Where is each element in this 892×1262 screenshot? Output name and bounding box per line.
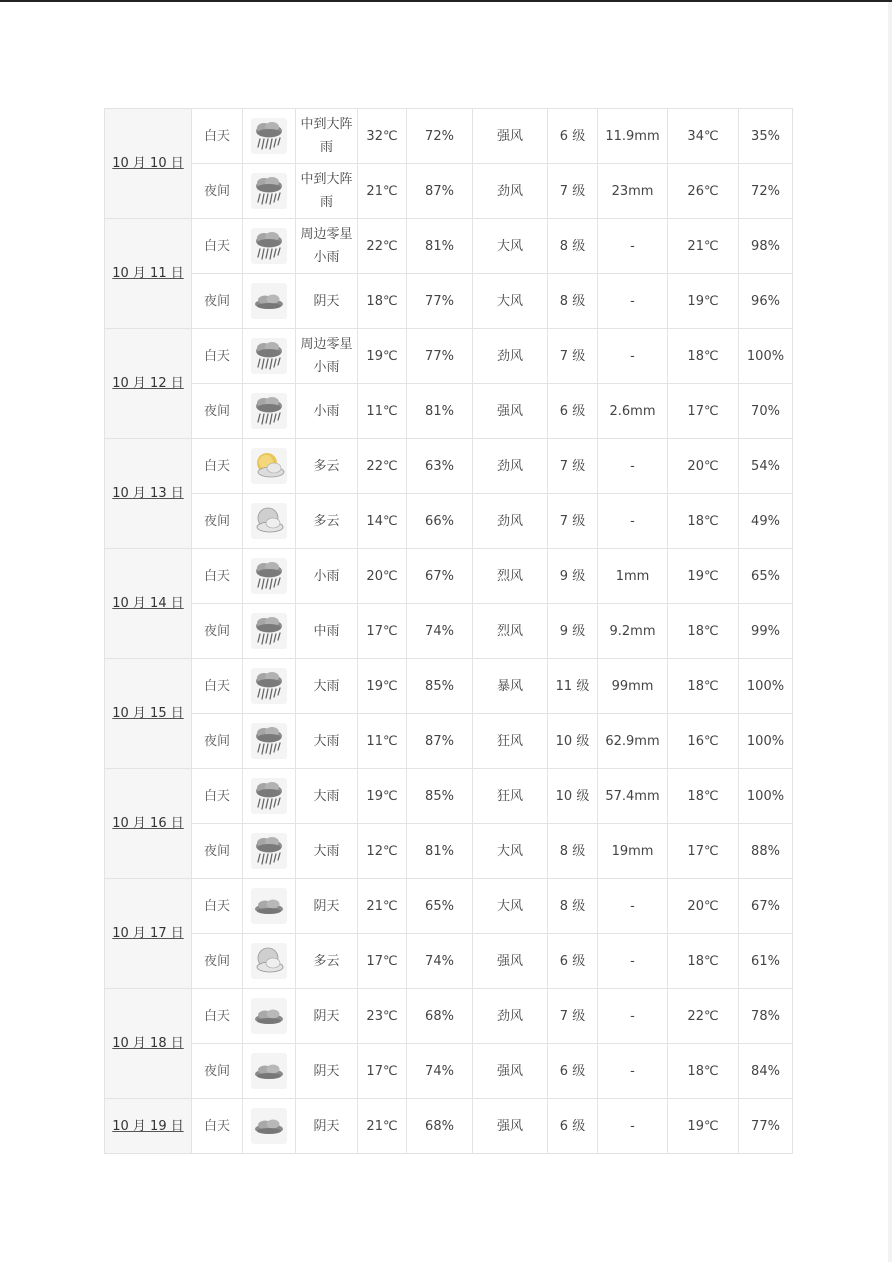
temperature-cell: 21℃ [358,879,407,934]
overcast-icon [251,1064,287,1079]
temperature-cell: 12℃ [358,824,407,879]
wind-level-cell: 8 级 [548,879,598,934]
wind-level-cell: 8 级 [548,274,598,329]
rain-icon [251,789,287,804]
partly-cloudy-day-icon [251,459,287,474]
feels-like-cell: 22℃ [668,989,739,1044]
wind-level-cell: 6 级 [548,934,598,989]
overcast-icon [251,899,287,914]
condition-cell: 中到大阵雨 [296,164,358,219]
date-cell [105,659,192,769]
humidity-cell: 72% [407,109,473,164]
probability-cell: 61% [739,934,793,989]
condition-cell: 多云 [296,494,358,549]
date-cell [105,989,192,1099]
precipitation-cell: - [598,934,668,989]
feels-like-cell: 20℃ [668,879,739,934]
wind-level-cell: 9 级 [548,604,598,659]
feels-like-cell: 17℃ [668,824,739,879]
precipitation-cell: 62.9mm [598,714,668,769]
probability-cell: 100% [739,659,793,714]
precipitation-cell: 19mm [598,824,668,879]
temperature-cell: 14℃ [358,494,407,549]
date-label: 10 月 13 日 [112,486,184,501]
precipitation-cell: - [598,439,668,494]
probability-cell: 54% [739,439,793,494]
wind-level-cell: 7 级 [548,329,598,384]
date-label: 10 月 18 日 [112,1036,184,1051]
humidity-cell: 63% [407,439,473,494]
probability-cell: 99% [739,604,793,659]
probability-cell: 96% [739,274,793,329]
temperature-cell: 19℃ [358,329,407,384]
wind-level-cell: 11 级 [548,659,598,714]
condition-cell: 小雨 [296,549,358,604]
humidity-cell: 68% [407,989,473,1044]
period-cell: 夜间 [192,1044,243,1099]
precipitation-cell: - [598,1099,668,1154]
probability-cell: 78% [739,989,793,1044]
temperature-cell: 19℃ [358,769,407,824]
table-row [105,494,793,549]
precipitation-cell: 2.6mm [598,384,668,439]
table-row [105,274,793,329]
weather-icon-cell [243,494,296,549]
period-cell: 白天 [192,769,243,824]
precipitation-cell: - [598,219,668,274]
humidity-cell: 74% [407,934,473,989]
precipitation-cell: - [598,989,668,1044]
partly-cloudy-night-icon [251,954,287,969]
wind-level-cell: 8 级 [548,219,598,274]
humidity-cell: 81% [407,824,473,879]
weather-icon-cell [243,549,296,604]
wind-level-cell: 7 级 [548,494,598,549]
temperature-cell: 22℃ [358,439,407,494]
temperature-cell: 32℃ [358,109,407,164]
wind-cell: 烈风 [473,549,548,604]
precipitation-cell: 1mm [598,549,668,604]
precipitation-cell: 11.9mm [598,109,668,164]
date-cell [105,549,192,659]
date-label: 10 月 19 日 [112,1118,184,1134]
feels-like-cell: 18℃ [668,494,739,549]
wind-cell: 劲风 [473,329,548,384]
wind-cell: 强风 [473,1099,548,1154]
wind-level-cell: 7 级 [548,989,598,1044]
feels-like-cell: 18℃ [668,769,739,824]
precipitation-cell: 23mm [598,164,668,219]
feels-like-cell: 20℃ [668,439,739,494]
humidity-cell: 81% [407,384,473,439]
temperature-cell: 11℃ [358,714,407,769]
partly-cloudy-night-icon [251,514,287,529]
condition-cell: 大雨 [296,714,358,769]
probability-cell: 84% [739,1044,793,1099]
period-cell: 夜间 [192,934,243,989]
weather-icon-cell [243,1044,296,1099]
overcast-icon [251,1009,287,1024]
weather-icon-cell [243,219,296,274]
weather-icon-cell [243,879,296,934]
weather-icon-cell [243,604,296,659]
probability-cell: 35% [739,109,793,164]
condition-cell: 阴天 [296,1044,358,1099]
probability-cell: 100% [739,769,793,824]
date-cell [105,329,192,439]
temperature-cell: 17℃ [358,1044,407,1099]
period-cell: 夜间 [192,824,243,879]
weather-icon-cell [243,989,296,1044]
probability-cell: 98% [739,219,793,274]
wind-level-cell: 10 级 [548,769,598,824]
date-cell [105,879,192,989]
wind-level-cell: 6 级 [548,384,598,439]
condition-cell: 小雨 [296,384,358,439]
wind-cell: 大风 [473,879,548,934]
date-cell [105,1099,192,1154]
period-cell: 白天 [192,659,243,714]
wind-cell: 强风 [473,384,548,439]
table-row [105,164,793,219]
table-row [105,549,793,604]
precipitation-cell: 9.2mm [598,604,668,659]
wind-cell: 强风 [473,109,548,164]
temperature-cell: 18℃ [358,274,407,329]
temperature-cell: 20℃ [358,549,407,604]
period-cell: 夜间 [192,714,243,769]
temperature-cell: 19℃ [358,659,407,714]
temperature-cell: 17℃ [358,934,407,989]
temperature-cell: 11℃ [358,384,407,439]
temperature-cell: 23℃ [358,989,407,1044]
period-cell: 白天 [192,109,243,164]
wind-cell: 劲风 [473,989,548,1044]
probability-cell: 70% [739,384,793,439]
feels-like-cell: 18℃ [668,604,739,659]
table-row [105,714,793,769]
condition-cell: 阴天 [296,1099,358,1154]
wind-level-cell: 7 级 [548,439,598,494]
precipitation-cell: 57.4mm [598,769,668,824]
period-cell: 夜间 [192,604,243,659]
feels-like-cell: 17℃ [668,384,739,439]
wind-cell: 强风 [473,1044,548,1099]
period-cell: 白天 [192,879,243,934]
condition-cell: 周边零星小雨 [296,329,358,384]
date-label: 10 月 15 日 [112,706,184,721]
wind-cell: 烈风 [473,604,548,659]
page-top-rule [0,0,892,2]
probability-cell: 77% [739,1099,793,1154]
date-cell [105,109,192,219]
table-row [105,769,793,824]
wind-level-cell: 6 级 [548,1044,598,1099]
humidity-cell: 67% [407,549,473,604]
weather-icon-cell [243,164,296,219]
weather-icon-cell [243,934,296,989]
temperature-cell: 21℃ [358,1099,407,1154]
humidity-cell: 68% [407,1099,473,1154]
condition-cell: 阴天 [296,989,358,1044]
weather-icon-cell [243,439,296,494]
date-label: 10 月 12 日 [112,376,184,391]
wind-cell: 强风 [473,934,548,989]
weather-icon-cell [243,1099,296,1154]
condition-cell: 中到大阵雨 [296,109,358,164]
humidity-cell: 87% [407,714,473,769]
wind-cell: 大风 [473,219,548,274]
table-row [105,384,793,439]
feels-like-cell: 16℃ [668,714,739,769]
table-row [105,934,793,989]
date-label: 10 月 16 日 [112,816,184,831]
date-cell [105,769,192,879]
table-row [105,824,793,879]
rain-icon [251,569,287,584]
feels-like-cell: 19℃ [668,274,739,329]
date-label: 10 月 11 日 [112,266,184,281]
wind-level-cell: 6 级 [548,109,598,164]
wind-level-cell: 8 级 [548,824,598,879]
humidity-cell: 85% [407,659,473,714]
feels-like-cell: 34℃ [668,109,739,164]
feels-like-cell: 21℃ [668,219,739,274]
precipitation-cell: - [598,1044,668,1099]
feels-like-cell: 18℃ [668,659,739,714]
humidity-cell: 85% [407,769,473,824]
rain-icon [251,349,287,364]
rain-icon [251,239,287,254]
table-row [105,109,793,164]
condition-cell: 多云 [296,439,358,494]
weather-icon-cell [243,329,296,384]
table-row [105,329,793,384]
wind-level-cell: 7 级 [548,164,598,219]
date-label: 10 月 14 日 [112,596,184,611]
table-row [105,1099,793,1154]
probability-cell: 65% [739,549,793,604]
precipitation-cell: - [598,879,668,934]
wind-level-cell: 9 级 [548,549,598,604]
rain-icon [251,734,287,749]
precipitation-cell: - [598,494,668,549]
period-cell: 夜间 [192,494,243,549]
probability-cell: 88% [739,824,793,879]
temperature-cell: 17℃ [358,604,407,659]
date-cell [105,439,192,549]
probability-cell: 100% [739,714,793,769]
condition-cell: 大雨 [296,824,358,879]
humidity-cell: 66% [407,494,473,549]
table-row [105,659,793,714]
condition-cell: 阴天 [296,879,358,934]
feels-like-cell: 26℃ [668,164,739,219]
condition-cell: 阴天 [296,274,358,329]
probability-cell: 67% [739,879,793,934]
table-row [105,219,793,274]
overcast-icon [251,1119,287,1134]
feels-like-cell: 18℃ [668,934,739,989]
probability-cell: 100% [739,329,793,384]
feels-like-cell: 19℃ [668,1099,739,1154]
period-cell: 白天 [192,1099,243,1154]
weather-icon-cell [243,769,296,824]
period-cell: 白天 [192,549,243,604]
table-row [105,989,793,1044]
condition-cell: 多云 [296,934,358,989]
weather-icon-cell [243,384,296,439]
feels-like-cell: 18℃ [668,1044,739,1099]
feels-like-cell: 18℃ [668,329,739,384]
humidity-cell: 77% [407,329,473,384]
probability-cell: 49% [739,494,793,549]
period-cell: 白天 [192,219,243,274]
wind-level-cell: 6 级 [548,1099,598,1154]
weather-icon-cell [243,824,296,879]
rain-icon [251,624,287,639]
humidity-cell: 74% [407,604,473,659]
rain-icon [251,844,287,859]
weather-icon-cell [243,109,296,164]
probability-cell: 72% [739,164,793,219]
condition-cell: 大雨 [296,659,358,714]
date-cell [105,219,192,329]
condition-cell: 大雨 [296,769,358,824]
wind-cell: 劲风 [473,494,548,549]
humidity-cell: 81% [407,219,473,274]
table-row [105,439,793,494]
rain-icon [251,679,287,694]
table-row [105,604,793,659]
precipitation-cell: - [598,329,668,384]
wind-cell: 狂风 [473,769,548,824]
page-edge-shade [888,2,892,1262]
condition-cell: 周边零星小雨 [296,219,358,274]
rain-icon [251,184,287,199]
precipitation-cell: 99mm [598,659,668,714]
wind-cell: 大风 [473,274,548,329]
humidity-cell: 74% [407,1044,473,1099]
temperature-cell: 21℃ [358,164,407,219]
feels-like-cell: 19℃ [668,549,739,604]
wind-cell: 暴风 [473,659,548,714]
wind-cell: 劲风 [473,164,548,219]
condition-cell: 中雨 [296,604,358,659]
period-cell: 夜间 [192,384,243,439]
humidity-cell: 77% [407,274,473,329]
date-label: 10 月 17 日 [112,926,184,941]
temperature-cell: 22℃ [358,219,407,274]
rain-icon [251,129,287,144]
date-label: 10 月 10 日 [112,156,184,171]
wind-cell: 劲风 [473,439,548,494]
humidity-cell: 87% [407,164,473,219]
weather-icon-cell [243,714,296,769]
period-cell: 白天 [192,329,243,384]
weather-icon-cell [243,274,296,329]
wind-cell: 大风 [473,824,548,879]
period-cell: 白天 [192,439,243,494]
period-cell: 夜间 [192,164,243,219]
table-row [105,879,793,934]
period-cell: 夜间 [192,274,243,329]
humidity-cell: 65% [407,879,473,934]
table-row [105,1044,793,1099]
period-cell: 白天 [192,989,243,1044]
overcast-icon [251,294,287,309]
weather-icon-cell [243,659,296,714]
wind-level-cell: 10 级 [548,714,598,769]
weather-forecast-table [104,108,793,1154]
rain-icon [251,404,287,419]
wind-cell: 狂风 [473,714,548,769]
precipitation-cell: - [598,274,668,329]
